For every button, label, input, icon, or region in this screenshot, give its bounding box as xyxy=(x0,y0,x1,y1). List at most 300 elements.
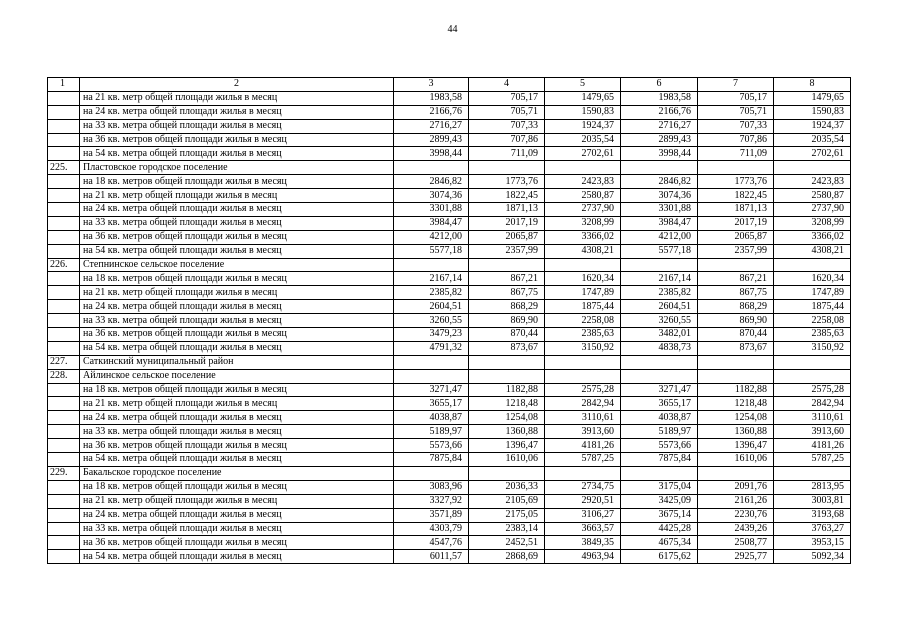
value-cell xyxy=(698,161,774,175)
value-cell: 1254,08 xyxy=(698,411,774,425)
value-cell: 3675,14 xyxy=(621,508,698,522)
row-index-cell: 225. xyxy=(48,161,80,175)
header-cell: 1 xyxy=(48,78,80,92)
row-index-cell xyxy=(48,480,80,494)
value-cell: 2166,76 xyxy=(621,105,698,119)
value-cell: 873,67 xyxy=(698,341,774,355)
value-cell: 870,44 xyxy=(469,328,545,342)
table-row xyxy=(48,216,851,230)
value-cell: 4963,94 xyxy=(545,550,621,564)
value-cell: 1396,47 xyxy=(698,439,774,453)
value-cell: 1871,13 xyxy=(698,203,774,217)
value-cell: 867,75 xyxy=(698,286,774,300)
row-index-cell xyxy=(48,508,80,522)
value-cell: 2258,08 xyxy=(545,314,621,328)
row-index-cell xyxy=(48,175,80,189)
value-cell: 2385,63 xyxy=(774,328,851,342)
row-index-cell xyxy=(48,230,80,244)
value-cell xyxy=(774,258,851,272)
value-cell: 707,33 xyxy=(469,119,545,133)
value-cell: 870,44 xyxy=(698,328,774,342)
table-header-row xyxy=(48,78,851,92)
table-row xyxy=(48,550,851,564)
row-label-cell: Саткинский муниципальный район xyxy=(80,355,394,369)
value-cell: 3482,01 xyxy=(621,328,698,342)
value-cell: 1479,65 xyxy=(545,91,621,105)
value-cell: 3074,36 xyxy=(394,189,469,203)
value-cell xyxy=(394,161,469,175)
value-cell: 2091,76 xyxy=(698,480,774,494)
value-cell xyxy=(469,355,545,369)
value-cell: 1590,83 xyxy=(774,105,851,119)
value-cell: 4425,28 xyxy=(621,522,698,536)
row-index-cell xyxy=(48,189,80,203)
row-index-cell xyxy=(48,272,80,286)
row-index-cell xyxy=(48,133,80,147)
value-cell: 3366,02 xyxy=(545,230,621,244)
value-cell: 873,67 xyxy=(469,341,545,355)
row-label-cell: Айлинское сельское поселение xyxy=(80,369,394,383)
row-index-cell xyxy=(48,536,80,550)
table-row xyxy=(48,133,851,147)
value-cell: 3655,17 xyxy=(621,397,698,411)
header-cell: 4 xyxy=(469,78,545,92)
value-cell: 1590,83 xyxy=(545,105,621,119)
row-label-cell: на 33 кв. метра общей площади жилья в месяц xyxy=(80,425,394,439)
value-cell: 4038,87 xyxy=(394,411,469,425)
value-cell xyxy=(698,369,774,383)
value-cell: 711,09 xyxy=(469,147,545,161)
value-cell: 2065,87 xyxy=(469,230,545,244)
value-cell: 3849,35 xyxy=(545,536,621,550)
value-cell: 4181,26 xyxy=(774,439,851,453)
value-cell: 2846,82 xyxy=(394,175,469,189)
table-row xyxy=(48,536,851,550)
value-cell: 4791,32 xyxy=(394,341,469,355)
value-cell: 1479,65 xyxy=(774,91,851,105)
header-cell: 6 xyxy=(621,78,698,92)
value-cell: 4308,21 xyxy=(774,244,851,258)
value-cell: 2357,99 xyxy=(469,244,545,258)
value-cell xyxy=(545,355,621,369)
row-index-cell xyxy=(48,425,80,439)
value-cell: 705,71 xyxy=(698,105,774,119)
table-row xyxy=(48,147,851,161)
value-cell: 4303,79 xyxy=(394,522,469,536)
value-cell: 3663,57 xyxy=(545,522,621,536)
table-row xyxy=(48,355,851,369)
value-cell: 3571,89 xyxy=(394,508,469,522)
value-cell: 2167,14 xyxy=(621,272,698,286)
value-cell: 867,21 xyxy=(469,272,545,286)
value-cell: 2575,28 xyxy=(774,383,851,397)
table-row xyxy=(48,258,851,272)
value-cell: 2017,19 xyxy=(698,216,774,230)
row-label-cell: на 24 кв. метра общей площади жилья в месяц xyxy=(80,411,394,425)
value-cell: 4038,87 xyxy=(621,411,698,425)
value-cell: 1747,89 xyxy=(545,286,621,300)
table-row xyxy=(48,522,851,536)
value-cell: 3271,47 xyxy=(394,383,469,397)
row-index-cell xyxy=(48,494,80,508)
value-cell xyxy=(394,369,469,383)
row-label-cell: на 36 кв. метров общей площади жилья в месяц xyxy=(80,230,394,244)
value-cell: 5787,25 xyxy=(545,453,621,467)
value-cell: 2439,26 xyxy=(698,522,774,536)
row-index-cell xyxy=(48,216,80,230)
value-cell: 1218,48 xyxy=(469,397,545,411)
value-cell: 1360,88 xyxy=(698,425,774,439)
value-cell: 3327,92 xyxy=(394,494,469,508)
value-cell xyxy=(394,466,469,480)
value-cell: 2716,27 xyxy=(621,119,698,133)
value-cell: 2105,69 xyxy=(469,494,545,508)
row-label-cell: на 21 кв. метр общей площади жилья в месяц xyxy=(80,91,394,105)
value-cell xyxy=(621,369,698,383)
value-cell: 4308,21 xyxy=(545,244,621,258)
value-cell: 5189,97 xyxy=(621,425,698,439)
table-row xyxy=(48,175,851,189)
table-row xyxy=(48,161,851,175)
row-label-cell: на 36 кв. метров общей площади жилья в месяц xyxy=(80,133,394,147)
row-index-cell xyxy=(48,105,80,119)
row-index-cell xyxy=(48,244,80,258)
table-row xyxy=(48,411,851,425)
value-cell: 2575,28 xyxy=(545,383,621,397)
value-cell: 1822,45 xyxy=(469,189,545,203)
value-cell: 868,29 xyxy=(469,300,545,314)
value-cell: 869,90 xyxy=(698,314,774,328)
value-cell: 868,29 xyxy=(698,300,774,314)
value-cell: 1875,44 xyxy=(774,300,851,314)
value-cell xyxy=(774,369,851,383)
value-cell: 1182,88 xyxy=(469,383,545,397)
value-cell: 1924,37 xyxy=(545,119,621,133)
value-cell xyxy=(774,355,851,369)
row-index-cell xyxy=(48,550,80,564)
value-cell: 705,17 xyxy=(698,91,774,105)
value-cell xyxy=(774,161,851,175)
row-label-cell: на 33 кв. метра общей площади жилья в месяц xyxy=(80,119,394,133)
value-cell: 2258,08 xyxy=(774,314,851,328)
value-cell: 3193,68 xyxy=(774,508,851,522)
value-cell: 2175,05 xyxy=(469,508,545,522)
value-cell: 2716,27 xyxy=(394,119,469,133)
value-cell: 2842,94 xyxy=(774,397,851,411)
value-cell: 2702,61 xyxy=(774,147,851,161)
value-cell: 4212,00 xyxy=(621,230,698,244)
value-cell xyxy=(469,369,545,383)
value-cell xyxy=(545,161,621,175)
value-cell: 3083,96 xyxy=(394,480,469,494)
value-cell: 3175,04 xyxy=(621,480,698,494)
value-cell: 2580,87 xyxy=(545,189,621,203)
row-label-cell: на 36 кв. метров общей площади жилья в месяц xyxy=(80,328,394,342)
value-cell: 4181,26 xyxy=(545,439,621,453)
value-cell: 707,33 xyxy=(698,119,774,133)
table-row xyxy=(48,369,851,383)
header-cell: 7 xyxy=(698,78,774,92)
value-cell: 3479,23 xyxy=(394,328,469,342)
value-cell xyxy=(698,466,774,480)
row-index-cell xyxy=(48,300,80,314)
value-cell: 867,75 xyxy=(469,286,545,300)
value-cell: 6011,57 xyxy=(394,550,469,564)
row-index-cell xyxy=(48,522,80,536)
value-cell: 4212,00 xyxy=(394,230,469,244)
value-cell xyxy=(698,258,774,272)
row-index-cell xyxy=(48,147,80,161)
row-index-cell xyxy=(48,341,80,355)
value-cell: 711,09 xyxy=(698,147,774,161)
value-cell: 3998,44 xyxy=(621,147,698,161)
value-cell xyxy=(621,466,698,480)
value-cell: 3301,88 xyxy=(621,203,698,217)
header-cell: 2 xyxy=(80,78,394,92)
value-cell: 1747,89 xyxy=(774,286,851,300)
value-cell: 7875,84 xyxy=(621,453,698,467)
row-label-cell: на 24 кв. метра общей площади жилья в месяц xyxy=(80,203,394,217)
value-cell: 2580,87 xyxy=(774,189,851,203)
row-label-cell: Пластовское городское поселение xyxy=(80,161,394,175)
row-index-cell xyxy=(48,397,80,411)
row-index-cell xyxy=(48,328,80,342)
row-label-cell: на 33 кв. метра общей площади жилья в месяц xyxy=(80,522,394,536)
row-label-cell: на 24 кв. метра общей площади жилья в месяц xyxy=(80,105,394,119)
row-label-cell: на 18 кв. метров общей площади жилья в месяц xyxy=(80,383,394,397)
table-body xyxy=(48,78,851,564)
row-index-cell xyxy=(48,314,80,328)
value-cell: 1360,88 xyxy=(469,425,545,439)
value-cell xyxy=(545,369,621,383)
value-cell: 2166,76 xyxy=(394,105,469,119)
value-cell xyxy=(394,355,469,369)
value-cell: 2899,43 xyxy=(394,133,469,147)
value-cell: 2385,82 xyxy=(621,286,698,300)
value-cell: 3366,02 xyxy=(774,230,851,244)
value-cell: 7875,84 xyxy=(394,453,469,467)
value-cell: 1871,13 xyxy=(469,203,545,217)
row-label-cell: на 36 кв. метров общей площади жилья в месяц xyxy=(80,536,394,550)
row-label-cell: на 21 кв. метр общей площади жилья в месяц xyxy=(80,286,394,300)
value-cell: 4838,73 xyxy=(621,341,698,355)
value-cell: 2423,83 xyxy=(545,175,621,189)
row-index-cell xyxy=(48,411,80,425)
value-cell: 3208,99 xyxy=(545,216,621,230)
value-cell: 3074,36 xyxy=(621,189,698,203)
value-cell: 2230,76 xyxy=(698,508,774,522)
tariff-table xyxy=(47,77,851,564)
value-cell xyxy=(545,258,621,272)
value-cell: 2036,33 xyxy=(469,480,545,494)
page-number: 44 xyxy=(447,24,458,35)
table-row xyxy=(48,300,851,314)
value-cell: 1620,34 xyxy=(774,272,851,286)
value-cell: 2925,77 xyxy=(698,550,774,564)
table-row xyxy=(48,91,851,105)
value-cell: 3106,27 xyxy=(545,508,621,522)
row-label-cell: на 24 кв. метра общей площади жилья в месяц xyxy=(80,300,394,314)
header-cell: 5 xyxy=(545,78,621,92)
value-cell: 3913,60 xyxy=(774,425,851,439)
value-cell: 2868,69 xyxy=(469,550,545,564)
value-cell xyxy=(469,161,545,175)
value-cell: 707,86 xyxy=(469,133,545,147)
row-index-cell: 227. xyxy=(48,355,80,369)
row-label-cell: на 54 кв. метра общей площади жилья в месяц xyxy=(80,550,394,564)
value-cell: 2423,83 xyxy=(774,175,851,189)
row-label-cell: на 54 кв. метра общей площади жилья в месяц xyxy=(80,147,394,161)
value-cell: 1182,88 xyxy=(698,383,774,397)
value-cell xyxy=(621,161,698,175)
row-label-cell: на 33 кв. метра общей площади жилья в месяц xyxy=(80,216,394,230)
value-cell: 5573,66 xyxy=(394,439,469,453)
value-cell: 2167,14 xyxy=(394,272,469,286)
table-row xyxy=(48,397,851,411)
row-label-cell: на 21 кв. метр общей площади жилья в месяц xyxy=(80,494,394,508)
table-row xyxy=(48,328,851,342)
value-cell: 2452,51 xyxy=(469,536,545,550)
value-cell: 5577,18 xyxy=(394,244,469,258)
value-cell xyxy=(469,466,545,480)
value-cell xyxy=(698,355,774,369)
value-cell: 705,71 xyxy=(469,105,545,119)
value-cell: 2383,14 xyxy=(469,522,545,536)
value-cell: 1396,47 xyxy=(469,439,545,453)
value-cell xyxy=(621,258,698,272)
row-label-cell: на 54 кв. метра общей площади жилья в месяц xyxy=(80,341,394,355)
value-cell: 2734,75 xyxy=(545,480,621,494)
value-cell: 867,21 xyxy=(698,272,774,286)
value-cell xyxy=(621,355,698,369)
value-cell: 6175,62 xyxy=(621,550,698,564)
table-row xyxy=(48,508,851,522)
value-cell: 1983,58 xyxy=(621,91,698,105)
table-row xyxy=(48,119,851,133)
table-row xyxy=(48,383,851,397)
row-label-cell: на 18 кв. метров общей площади жилья в месяц xyxy=(80,175,394,189)
value-cell: 2161,26 xyxy=(698,494,774,508)
value-cell: 2065,87 xyxy=(698,230,774,244)
value-cell: 3150,92 xyxy=(774,341,851,355)
table-row xyxy=(48,439,851,453)
value-cell: 2385,82 xyxy=(394,286,469,300)
value-cell: 3110,61 xyxy=(545,411,621,425)
value-cell: 3260,55 xyxy=(394,314,469,328)
value-cell: 2899,43 xyxy=(621,133,698,147)
value-cell: 2508,77 xyxy=(698,536,774,550)
value-cell xyxy=(394,258,469,272)
value-cell: 2702,61 xyxy=(545,147,621,161)
value-cell: 2604,51 xyxy=(621,300,698,314)
value-cell: 3953,15 xyxy=(774,536,851,550)
row-label-cell: Бакальское городское поселение xyxy=(80,466,394,480)
table-row xyxy=(48,272,851,286)
value-cell: 3655,17 xyxy=(394,397,469,411)
value-cell: 1620,34 xyxy=(545,272,621,286)
value-cell: 5573,66 xyxy=(621,439,698,453)
value-cell xyxy=(545,466,621,480)
row-index-cell xyxy=(48,119,80,133)
table-row xyxy=(48,230,851,244)
value-cell: 2920,51 xyxy=(545,494,621,508)
value-cell: 707,86 xyxy=(698,133,774,147)
value-cell: 2737,90 xyxy=(774,203,851,217)
value-cell: 3301,88 xyxy=(394,203,469,217)
row-index-cell: 226. xyxy=(48,258,80,272)
table-row xyxy=(48,494,851,508)
value-cell: 1254,08 xyxy=(469,411,545,425)
value-cell: 3998,44 xyxy=(394,147,469,161)
value-cell: 1924,37 xyxy=(774,119,851,133)
value-cell: 1218,48 xyxy=(698,397,774,411)
value-cell: 2737,90 xyxy=(545,203,621,217)
row-index-cell xyxy=(48,439,80,453)
value-cell: 4547,76 xyxy=(394,536,469,550)
row-index-cell xyxy=(48,203,80,217)
row-label-cell: на 21 кв. метр общей площади жилья в месяц xyxy=(80,189,394,203)
row-label-cell: на 18 кв. метров общей площади жилья в месяц xyxy=(80,480,394,494)
value-cell: 3984,47 xyxy=(394,216,469,230)
row-label-cell: на 18 кв. метров общей площади жилья в месяц xyxy=(80,272,394,286)
table-row xyxy=(48,105,851,119)
row-label-cell: на 36 кв. метров общей площади жилья в месяц xyxy=(80,439,394,453)
value-cell: 2604,51 xyxy=(394,300,469,314)
value-cell: 1610,06 xyxy=(469,453,545,467)
value-cell: 2842,94 xyxy=(545,397,621,411)
table-row xyxy=(48,466,851,480)
row-index-cell xyxy=(48,453,80,467)
row-index-cell: 229. xyxy=(48,466,80,480)
value-cell: 5189,97 xyxy=(394,425,469,439)
table-row xyxy=(48,480,851,494)
value-cell: 1983,58 xyxy=(394,91,469,105)
value-cell: 3425,09 xyxy=(621,494,698,508)
value-cell: 3208,99 xyxy=(774,216,851,230)
table-row xyxy=(48,286,851,300)
value-cell: 3271,47 xyxy=(621,383,698,397)
row-index-cell: 228. xyxy=(48,369,80,383)
row-label-cell: на 54 кв. метра общей площади жилья в месяц xyxy=(80,453,394,467)
table-row xyxy=(48,453,851,467)
value-cell: 3260,55 xyxy=(621,314,698,328)
value-cell: 2017,19 xyxy=(469,216,545,230)
value-cell: 4675,34 xyxy=(621,536,698,550)
table-row xyxy=(48,189,851,203)
value-cell xyxy=(774,466,851,480)
value-cell: 3984,47 xyxy=(621,216,698,230)
table-row xyxy=(48,425,851,439)
value-cell: 3150,92 xyxy=(545,341,621,355)
value-cell: 705,17 xyxy=(469,91,545,105)
row-index-cell xyxy=(48,286,80,300)
value-cell: 2813,95 xyxy=(774,480,851,494)
value-cell: 2035,54 xyxy=(545,133,621,147)
row-index-cell xyxy=(48,91,80,105)
row-label-cell: на 54 кв. метра общей площади жилья в месяц xyxy=(80,244,394,258)
value-cell: 3110,61 xyxy=(774,411,851,425)
value-cell: 5577,18 xyxy=(621,244,698,258)
value-cell: 2385,63 xyxy=(545,328,621,342)
value-cell: 1610,06 xyxy=(698,453,774,467)
table-row xyxy=(48,244,851,258)
value-cell: 869,90 xyxy=(469,314,545,328)
value-cell: 5787,25 xyxy=(774,453,851,467)
value-cell xyxy=(469,258,545,272)
row-label-cell: на 21 кв. метр общей площади жилья в месяц xyxy=(80,397,394,411)
row-label-cell: Степнинское сельское поселение xyxy=(80,258,394,272)
row-label-cell: на 33 кв. метра общей площади жилья в месяц xyxy=(80,314,394,328)
